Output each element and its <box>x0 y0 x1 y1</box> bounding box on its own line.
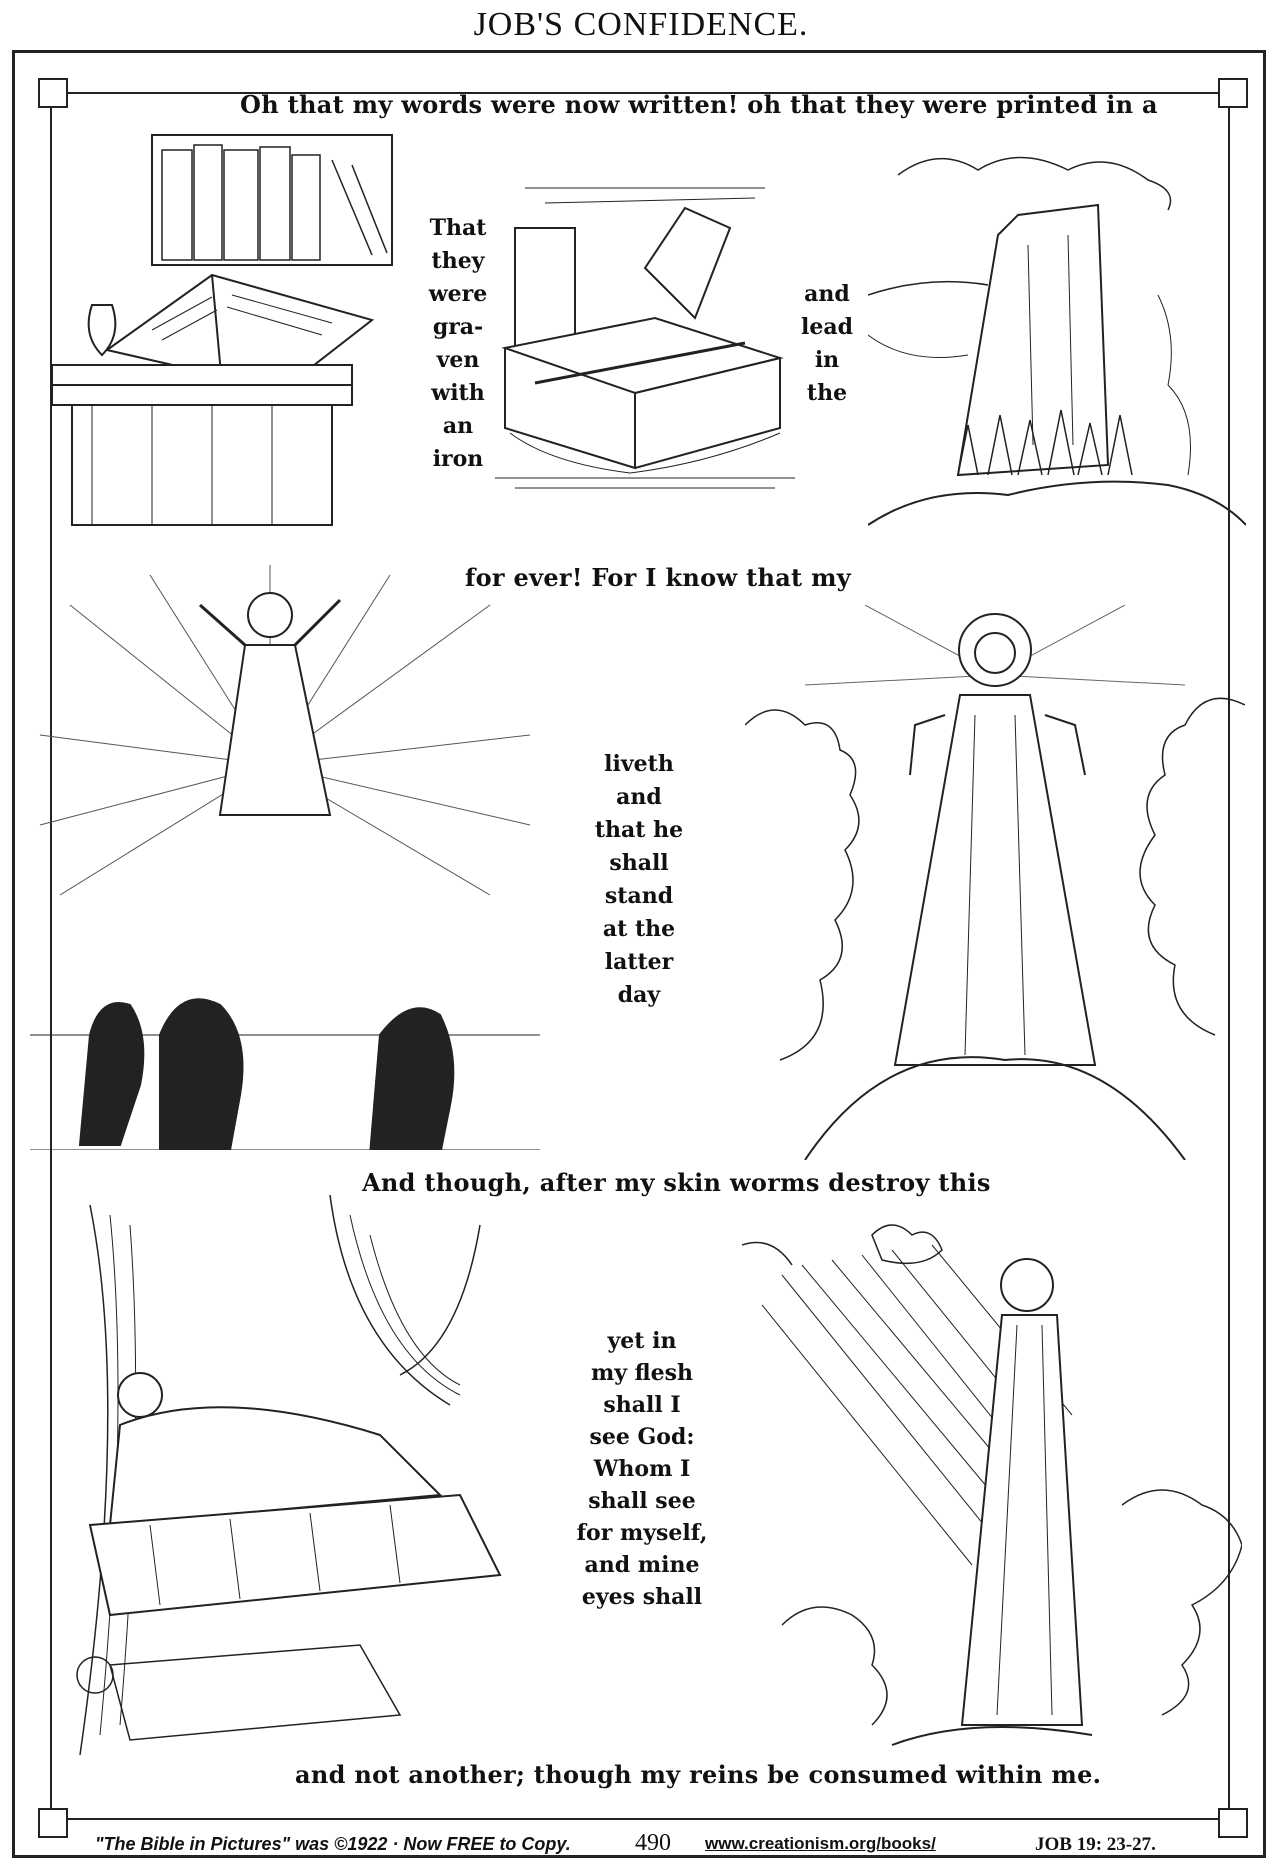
illustration-man-on-bed <box>30 1195 550 1755</box>
page-title: JOB'S CONFIDENCE. <box>473 6 809 43</box>
illustration-stone-tablets <box>495 168 795 498</box>
verse-column-b <box>798 278 856 410</box>
column-word: ven <box>436 347 480 373</box>
column-word: latter <box>604 949 674 975</box>
column-word: lead <box>801 314 853 340</box>
column-word: an <box>442 413 474 439</box>
column-word: they <box>431 248 485 274</box>
illustration-rock-cliff <box>868 145 1246 535</box>
footer <box>0 1830 1282 1860</box>
column-word: and <box>804 281 850 307</box>
column-word: eyes shall <box>581 1584 703 1610</box>
footer-book-note: "The Bible in Pictures" was ©1922 · Now FREE to Copy. <box>95 1834 571 1854</box>
column-word: and <box>616 784 662 810</box>
verse-line-3: And though, after my skin worms destroy this <box>362 1168 991 1197</box>
illustration-ascension <box>30 565 540 1150</box>
column-word: see God: <box>589 1424 695 1450</box>
column-word: day <box>617 982 661 1008</box>
column-word: my flesh <box>590 1360 694 1386</box>
verse-line-2: for ever! For I know that my <box>465 563 852 592</box>
column-word: at the <box>602 916 676 942</box>
column-word: in <box>814 347 840 373</box>
verse-column-d <box>568 1325 716 1613</box>
column-word: shall I <box>603 1392 681 1418</box>
illustration-book-on-lectern <box>52 125 422 530</box>
column-word: That <box>429 215 487 241</box>
illustration-standing-figure-clouds <box>745 605 1245 1160</box>
column-word: the <box>806 380 848 406</box>
verse-line-4: and not another; though my reins be consumed within me. <box>295 1760 1102 1789</box>
column-word: and mine <box>584 1552 700 1578</box>
column-word: iron <box>432 446 484 472</box>
corner-ornament-top-left <box>38 78 68 108</box>
column-word: stand <box>604 883 674 909</box>
page-number: 490 <box>635 1830 671 1856</box>
column-word: gra- <box>432 314 484 340</box>
column-word: liveth <box>604 751 674 777</box>
column-word: Whom I <box>593 1456 691 1482</box>
corner-ornament-top-right <box>1218 78 1248 108</box>
scripture-reference: JOB 19: 23-27. <box>1035 1834 1156 1855</box>
footer-url-link[interactable]: www.creationism.org/books/ <box>705 1834 936 1853</box>
verse-line-1: Oh that my words were now written! oh that they were printed in a <box>240 90 1158 119</box>
column-word: yet in <box>607 1328 677 1354</box>
column-word: with <box>431 380 485 406</box>
illustration-man-looking-up <box>742 1205 1242 1755</box>
column-word: were <box>428 281 488 307</box>
column-word: for myself, <box>576 1520 708 1546</box>
column-word: shall see <box>588 1488 696 1514</box>
verse-column-a <box>428 212 488 476</box>
column-word: that he <box>594 817 684 843</box>
column-word: shall <box>609 850 669 876</box>
verse-column-c <box>580 748 698 1012</box>
